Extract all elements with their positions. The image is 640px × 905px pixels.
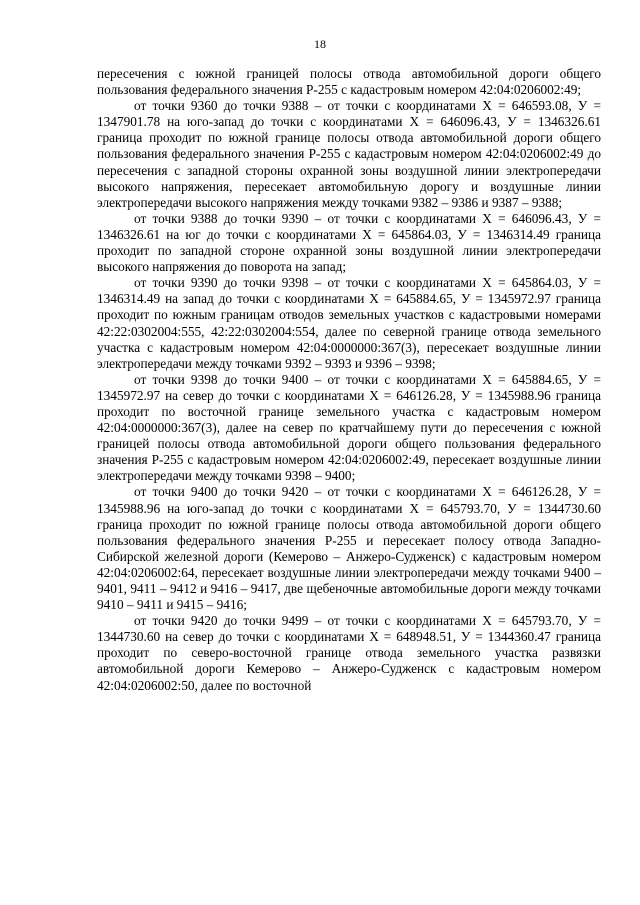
paragraph-segment-9360-9388: от точки 9360 до точки 9388 – от точки с координатами Х = 646593.08, У = 1347901.78 на юго-запад до точки с координатами Х = 646096.43, У = 1346326.61 граница проходит по южной границе полосы отвода автомобильной дороги общего пользования федерального значения Р-255 с кадастровым номером 42:04:0206002:49 до пересечения с западной стороны охранной зоны воздушной линии электропередачи высокого напряжения, пересекает автомобильную дорогу и воздушные линии электропередачи высокого напряжения между точками 9382 – 9386 и 9387 – 9388; bbox=[97, 98, 601, 210]
page-number: 18 bbox=[314, 37, 326, 51]
paragraph-segment-9398-9400: от точки 9398 до точки 9400 – от точки с координатами Х = 645884.65, У = 1345972.97 на север до точки с координатами Х = 646126.28, У = 1345988.96 граница проходит по восточной границе земельного участка с кадастровым номером 42:04:0000000:367(3), далее на север по кратчайшему пути до пересечения с южной границей полосы отвода автомобильной дороги общего пользования федерального значения Р-255 с кадастровым номером 42:04:0206002:49, пересекает воздушные линии электропередачи между точками 9398 – 9400; bbox=[97, 371, 601, 484]
paragraph-segment-9390-9398: от точки 9390 до точки 9398 – от точки с координатами Х = 645864.03, У = 1346314.49 на запад до точки с координатами Х = 645884.65, У = 1345972.97 граница проходит по южным границам отводов земельных участков с кадастровыми номерами 42:22:0302004:555, 42:22:0302004:554, далее по северной границе отвода земельного участка с кадастровым номером 42:04:0000000:367(3), пересекает воздушные линии электропередачи между точками 9392 – 9393 и 9396 – 9398; bbox=[97, 275, 601, 371]
paragraph-continuation: пересечения с южной границей полосы отвода автомобильной дороги общего пользования федерального значения Р-255 с кадастровым номером 42:04:0206002:49; bbox=[97, 66, 601, 98]
paragraph-segment-9388-9390: от точки 9388 до точки 9390 – от точки с координатами Х = 646096.43, У = 1346326.61 на юг до точки с координатами Х = 645864.03, У = 1346314.49 граница проходит по западной стороне охранной зоны воздушной линии электропередачи высокого напряжения до поворота на запад; bbox=[97, 210, 601, 275]
paragraph-segment-9420-9499: от точки 9420 до точки 9499 – от точки с координатами Х = 645793.70, У = 1344730.60 на север до точки с координатами Х = 648948.51, У = 1344360.47 граница проходит по северо-восточной границе отвода земельного участка развязки автомобильной дороги Кемерово – Анжеро-Судженск с кадастровым номером 42:04:0206002:50, далее по восточной bbox=[97, 613, 601, 693]
paragraph-segment-9400-9420: от точки 9400 до точки 9420 – от точки с координатами Х = 646126.28, У = 1345988.96 на юго-запад до точки с координатами Х = 645793.70, У = 1344730.60 граница проходит по южной границе полосы отвода автомобильной дороги общего пользования федерального значения Р-255 и пересекает полосу отвода Западно-Сибирской железной дороги (Кемерово – Анжеро-Судженск) с кадастровым номером 42:04:0206002:64, пересекает воздушные линии электропередачи между точками 9400 – 9401, 9411 – 9412 и 9416 – 9417, две щебеночные автомобильные дороги между точками 9410 – 9411 и 9415 – 9416; bbox=[97, 484, 601, 613]
body-text bbox=[97, 66, 601, 694]
